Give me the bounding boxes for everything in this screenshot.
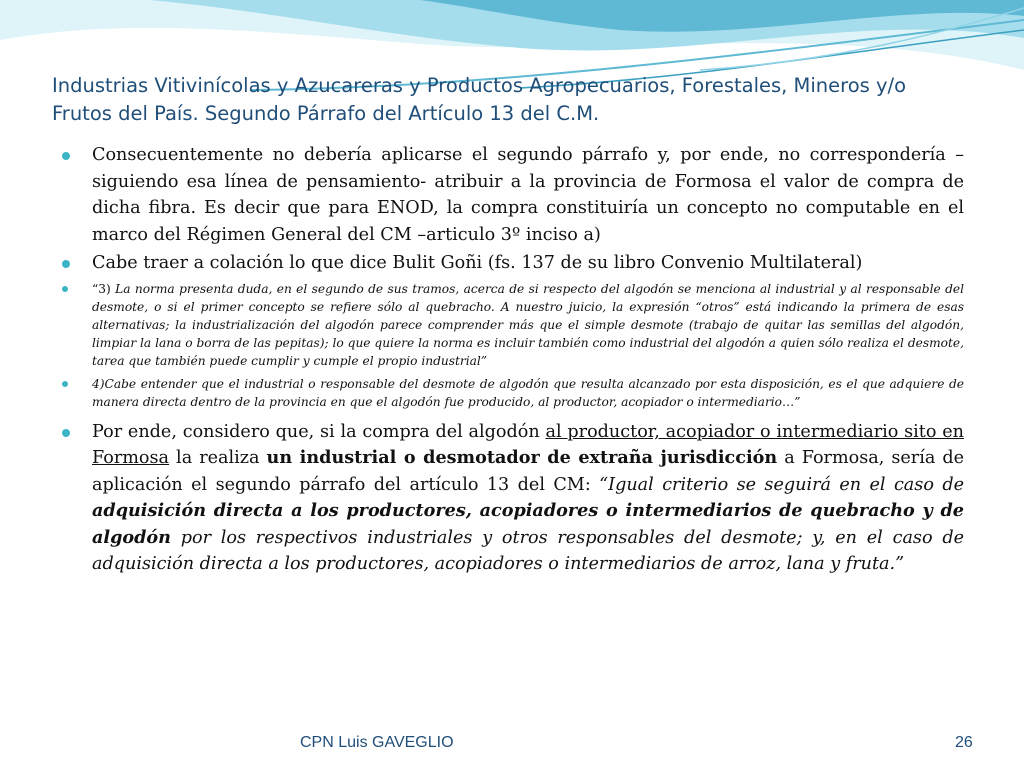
quote-lead: “3) [92,281,116,296]
quote-text: La norma presenta duda, en el segundo de sus tramos, acerca de si respecto del algodón se menciona al industrial y al responsable del desmote, o si el primer concepto se refiere sólo al quebracho. A nuestro juicio, la expresión “otros” está indicando la primera de esas alternativas; la industrialización del algodón parece comprender más que el simple desmote (trabajo de quitar las semillas del algodón, limpiar la lana o borra de las pepitas); lo que quiere la norma es incluir también como industrial del algodón a quien sólo realiza el desmote, tarea que también puede cumplir y cumple el propio industrial” [92,281,964,369]
bullet-item [62,142,964,248]
bold-text: un industrial o desmotador de extraña jurisdicción [266,447,778,469]
bullet-dot-icon [62,286,68,292]
bullet-dot-icon [62,152,70,160]
quoted-text: por los respectivos industriales y otros responsables del desmote; y, en el caso de adquisición directa a los productores, acopiadores o intermediarios de arroz, lana y fruta.” [92,527,964,575]
bullet-item [62,419,964,578]
bullet-text-part: a Formosa, sería de aplicación el segundo párrafo del artículo 13 del CM: [92,448,965,495]
quote-bullet-item [62,280,964,371]
underlined-text: al productor, acopiador o intermediario sito en Formosa [92,421,964,469]
bullet-dot-icon [62,260,70,268]
bullet-text: Consecuentemente no debería aplicarse el segundo párrafo y, por ende, no correspondería –siguiendo esa línea de pensamiento- atribuir a la provincia de Formosa el valor de compra de dicha fibra. Es decir que para ENOD, la compra constituiría un concepto no computable en el marco del Régimen General del CM –articulo 3º inciso a) [92,145,964,245]
bold-quoted-text: adquisición directa a los productores, acopiadores o intermediarios de quebracho y de algodón [92,500,964,548]
slide-content [62,142,964,580]
bullet-text: Cabe traer a colación lo que dice Bulit Goñi (fs. 137 de su libro Convenio Multilateral) [92,253,863,273]
footer-author: CPN Luis GAVEGLIO [300,734,454,751]
bullet-item [62,250,964,277]
page-number: 26 [955,734,973,751]
quote-text: 4)Cabe entender que el industrial o responsable del desmote de algodón que resulta alcanzado por esta disposición, es el que adquiere de manera directa dentro de la provincia en que el algodón fue producido, al productor, acopiador o intermediario…” [92,376,964,409]
bullet-dot-icon [62,429,70,437]
bullet-text-part: Por ende, considero que, si la compra del algodón [92,421,546,442]
quoted-text: “Igual criterio se seguirá en el caso de [599,474,964,495]
title-line-1: Industrias Vitivinícolas y Azucareras y Productos Agropecuarios, Forestales, Mineros y/o [52,74,907,97]
bullet-dot-icon [62,381,68,387]
slide-title [52,72,992,128]
title-line-2: Frutos del País. Segundo Párrafo del Artículo 13 del C.M. [52,102,600,125]
quote-bullet-item [62,375,964,411]
bullet-text-part: la realiza [169,448,267,469]
